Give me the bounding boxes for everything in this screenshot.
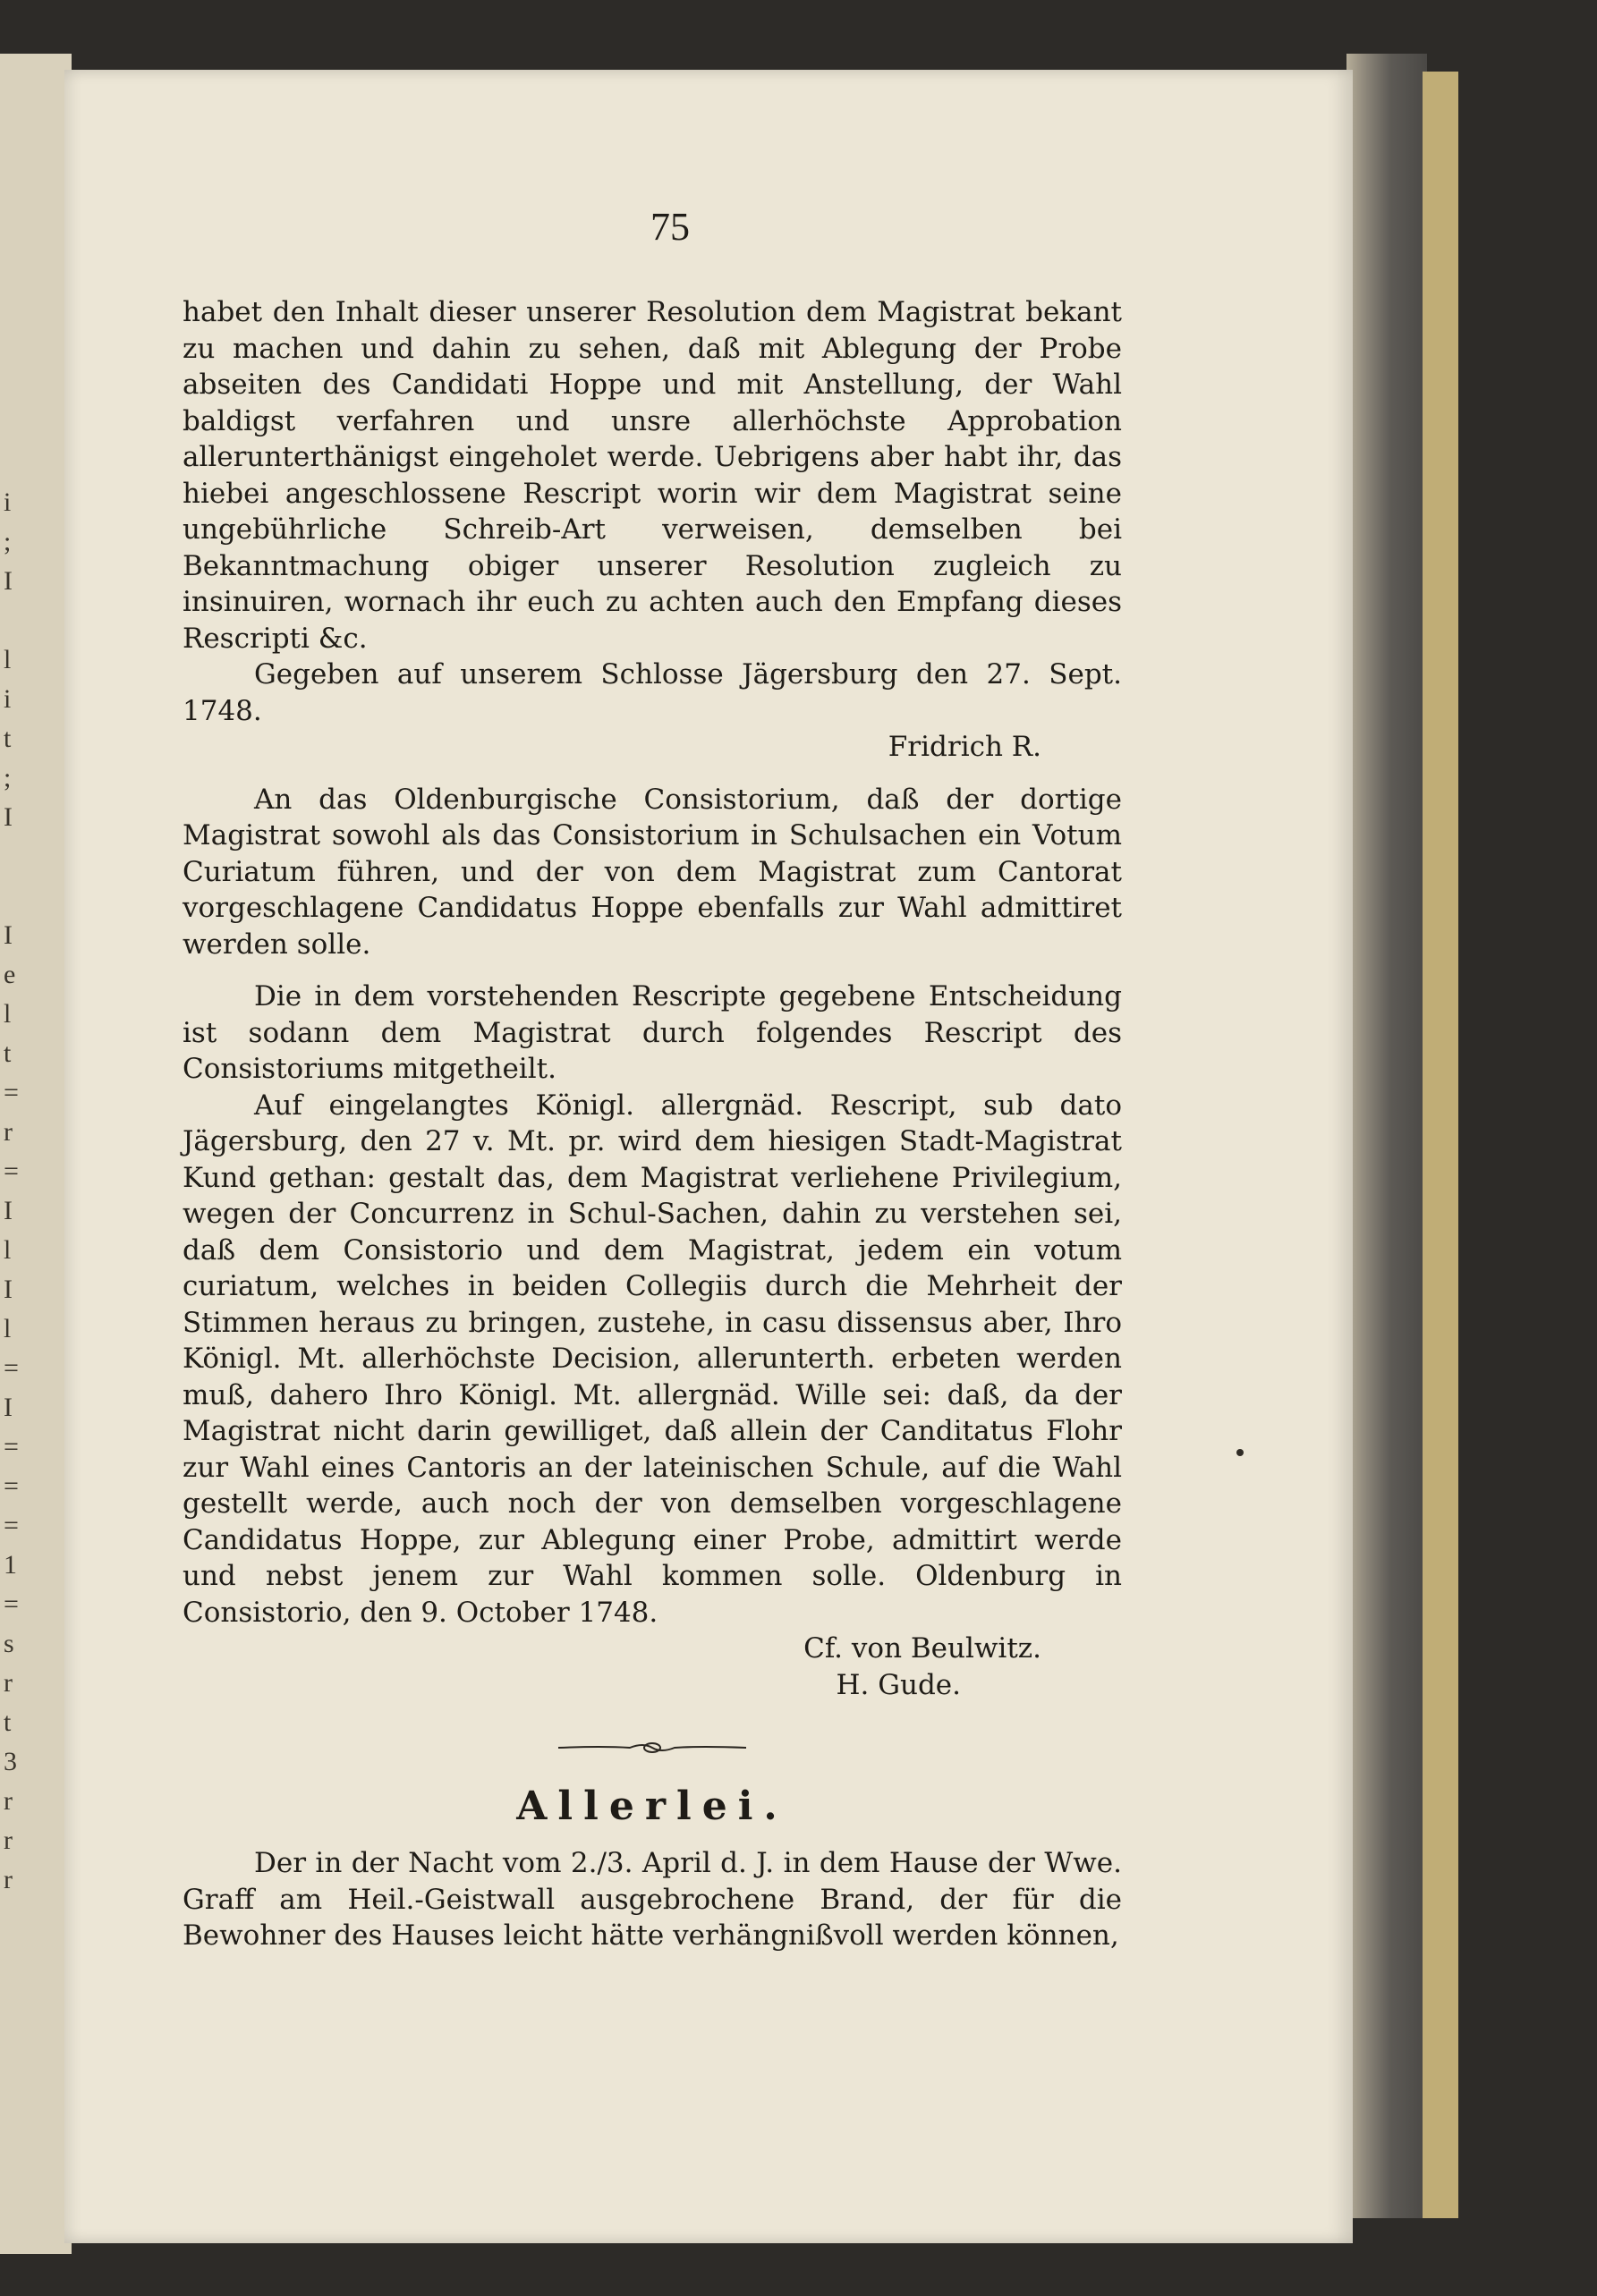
section-heading: Allerlei.: [516, 1783, 788, 1829]
paragraph-rescript: Auf eingelangtes Königl. allergnäd. Rescript, sub dato Jägersburg, den 27 v. Mt. pr. wird dem hiesigen Stadt-Magistrat Kund gethan: gestalt das, dem Magistrat verliehene Privilegium, wegen der Concurrenz in Schul-Sachen, dahin zu verstehen sei, daß dem Consistorio und dem Magistrat, jedem ein votum curiatum, welches in beiden Collegiis durch die Mehrheit der Stimmen heraus zu bringen, zustehe, in casu dissensus aber, Ihro Königl. Mt. allerhöchste Decision, allerunterth. erbeten werden muß, dahero Ihro Königl. Mt. allergnäd. Wille sei: daß, da der Magistrat nicht darin gewilliget, daß allein der Canditatus Flohr zur Wahl eines Cantoris an der lateinischen Schule, auf die Wahl gestellt werde, auch noch der von demselben vorgeschlagene Candidatus Hoppe, zur Ablegung einer Probe, admittirt werde und nebst jenem zur Wahl kommen solle. Oldenburg in Consistorio, den 9. October 1748.: [183, 1089, 1122, 1629]
page-content: [183, 204, 1122, 1954]
book-page: [64, 70, 1353, 2243]
facing-page-edge-text: i ; I l i t ; I I e l t = r = I l I l = I = = = 1 = s r t 3 r r r: [4, 487, 19, 1894]
signature-beulwitz: Cf. von Beulwitz.: [803, 1632, 1041, 1665]
paragraph-resolution: habet den Inhalt dieser unserer Resolution dem Magistrat bekant zu machen und dahin zu sehen, daß mit Ablegung der Probe abseiten des Candidati Hoppe und mit Anstellung, der Wahl baldigst verfahren und unsre allerhöchste Approbation allerunterthänigst eingeholet werde. Uebrigens aber habt ihr, das hiebei angeschlossene Rescript worin wir dem Magistrat seine ungebührliche Schreib-Art verweisen, demselben bei Bekanntmachung obiger unserer Resolution zugleich zu insinuiren, wornach ihr euch zu achten auch den Empfang dieses Rescripti &c.: [183, 296, 1122, 655]
paragraph-dated: Gegeben auf unserem Schlosse Jägersburg den 27. Sept. 1748.: [183, 658, 1122, 727]
facing-page: [0, 54, 72, 2254]
page-block-edge: [1423, 72, 1458, 2218]
signature-fridrich: Fridrich R.: [888, 731, 1041, 763]
section-ornament: [558, 1739, 746, 1757]
signature-gude: H. Gude.: [836, 1668, 961, 1701]
ink-dot: [1236, 1449, 1244, 1456]
book-spine: [1346, 54, 1427, 2218]
paragraph-oldenburg: An das Oldenburgische Consistorium, daß der dortige Magistrat sowohl als das Consistorium in Schulsachen ein Votum Curiatum führen, und der von dem Magistrat zum Cantorat vorgeschlagene Candidatus Hoppe ebenfalls zur Wahl admittiret werden solle.: [183, 783, 1122, 961]
page-number: 75: [650, 205, 690, 249]
paragraph-allerlei: Der in der Nacht vom 2./3. April d. J. in dem Hause der Wwe. Graff am Heil.-Geistwall ausgebrochene Brand, der für die Bewohner des Hauses leicht hätte verhängnißvoll werden können,: [183, 1847, 1122, 1952]
paragraph-entscheidung: Die in dem vorstehenden Rescripte gegebene Entscheidung ist sodann dem Magistrat durch folgendes Rescript des Consistoriums mitgetheilt.: [183, 980, 1122, 1085]
